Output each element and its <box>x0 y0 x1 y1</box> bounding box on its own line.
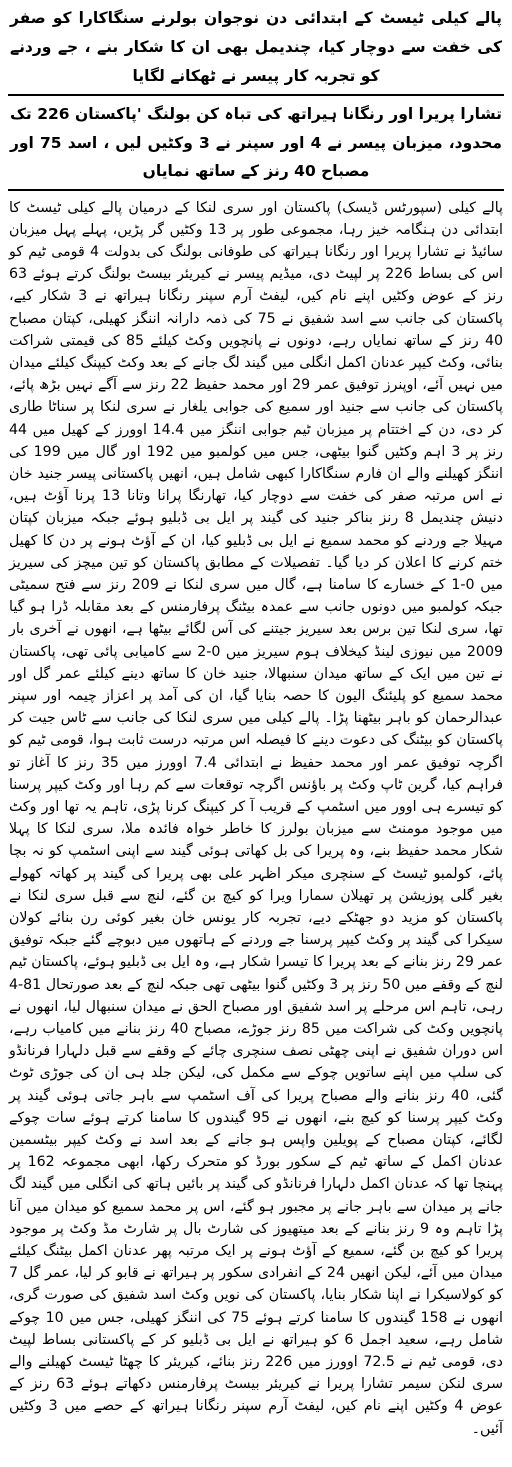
subheadline-divider <box>8 189 504 191</box>
article-body: پالے کیلی (سپورٹس ڈیسک) پاکستان اور سری لنکا کے درمیان پالے کیلی ٹیسٹ کا ابتدائی دن ہنگامہ خیز رہا، مجموعی طور پر 13 وکٹیں گر پڑیں، پہلے پہل میزبان سائیڈ نے تشارا پریرا اور رنگانا ہیراتھ کی طوفانی بولنگ کی بدولت 4 قومی ٹیم کو اس کی بساط 226 پر لپیٹ دی، میڈیم پیسر نے کیریئر بیسٹ بولنگ کرتے ہوئے 63 رنز کے عوض وکٹیں اپنے نام کیں، لیفٹ آرم سپنر رنگانا ہیراتھ نے 3 شکار کیے، پاکستان کی جانب سے اسد شفیق نے 75 کی ذمہ دارانہ اننگز کھیلی، کپتان مصباح 40 رنز کے ساتھ نمایاں رہے، دونوں نے پانچویں وکٹ کیلئے 85 کی قیمتی شراکت بنائی، وکٹ کیپر عدنان اکمل انگلی میں گیند لگ جانے کے بعد وکٹ کیپنگ کیلئے میدان میں نہیں آئے، اوپنرز توفیق عمر 29 اور محمد حفیظ 22 رنز سے آگے نہیں بڑھ پائے، پاکستان کی جانب سے جنید اور سمیع کی جوابی یلغار نے سری لنکا پر سناٹا طاری کر دی، دن کے اختتام پر میزبان ٹیم جوابی اننگز میں 14.4 اوورز کے کھیل میں 44 رنز پر 3 اہم وکٹیں گنوا بیٹھی، جس میں کولمبو میں 192 اور گال میں 199 کی اننگز کھیلنے والے ان فارم سنگاکارا کبھی شامل ہیں، انھیں پاکستانی پیسر جنید خان نے اس مرتبہ صفر کی خفت سے دوچار کیا، تھارنگا پرانا وتانا 13 پرنا آؤٹ ہیں، دنیش چندیمل 8 رنز بناکر جنید کی گیند پر ایل بی ڈبلیو ہوئے جبکہ میزبان کپتان مہیلا جے وردنے کو محمد سمیع نے ایل بی ڈبلیو کیا، ان کے آؤٹ ہونے پر دن کا کھیل ختم کرنے کا اعلان کر دیا گیا۔ تفصیلات کے مطابق پاکستان کو تین میچز کی سیریز میں 0-1 کے خسارے کا سامنا ہے، گال میں سری لنکا نے 209 رنز سے فتح سمیٹی جبکہ کولمبو میں دونوں جانب سے عمدہ بیٹنگ پرفارمنس کے بعد مقابلہ ڈرا ہو گیا تھا، سری لنکا تین برس بعد سیریز جیتنے کی آس لگائے بیٹھا ہے، انھوں نے آخری بار 2009 میں نیوزی لینڈ کیخلاف ہوم سیریز میں 0-2 سے کامیابی پائی تھی، پاکستان نے تین میں ایک کے ساتھ میدان سنبھالا، جنید خان کا ساتھ دینے کیلئے عمر گل اور محمد سمیع کو پلیئنگ الیون کا حصہ بنایا گیا، ان کی آمد پر اعزاز چیمہ اور سپنر عبدالرحمان کو باہر بیٹھنا پڑا۔ پالے کیلی میں سری لنکا کی جانب سے ٹاس جیت کر پاکستان کو بیٹنگ کی دعوت دینے کا فیصلہ اس مرتبہ درست ثابت ہوا، قومی ٹیم کو اگرچہ توفیق عمر اور محمد حفیظ نے ابتدائی 7.4 اوورز میں 35 رنز کا آغاز تو فراہم کیا، گرین ٹاپ وکٹ پر باؤنس اگرچہ توقعات سے کم رہا اور وکٹ کیپر پرسنا کو تیسرے ہی اوور میں اسٹمپ کے قریب آ کر کیپنگ کرنا پڑی، تاہم یہ تھا اور وکٹ میں موجود مومنٹ سے میزبان بولرز کا خاطر خواہ فائدہ ملا، سری لنکا کا پہلا شکار محمد حفیظ بنے، وہ پریرا کی بل کھاتی ہوئی گیند سے اپنی اسٹمپ کو نہ بچا پائے، کولمبو ٹیسٹ کے سنچری میکر اظہر علی بھی پریرا کی گیند پر کھاتہ کھولے بغیر گلی پوزیشن پر تھیلان سمارا ویرا کو کیچ بن گئے، لنچ سے قبل سری لنکا نے پاکستان کو مزید دو جھٹکے دیے، تجربہ کار یونس خان بغیر کوئی رن بنائے کولان سیکرا کی گیند پر وکٹ کیپر پرسنا جے وردنے کے ہاتھوں میں دبوچے گئے جبکہ توفیق عمر 29 رنز بنانے کے بعد پریرا کا تیسرا شکار ہے، وہ ایل بی ڈبلیو ہوئے، پاکستان ٹیم لنچ کے وقفے میں 50 رنز پر 3 وکٹیں گنوا بیٹھی تھی جبکہ لنچ کے بعد صورتحال 81-4 رہی، تاہم اس مرحلے پر اسد شفیق اور مصباح الحق نے میدان سنبھال لیا، انھوں نے پانچویں وکٹ کی شراکت میں 85 رنز جوڑے، مصباح 40 رنز بنانے میں کامیاب رہے، اس دوران شفیق نے اپنی چھٹی نصف سنچری چائے کے وقفے سے قبل دلہارا فرنانڈو کی سلپ میں اپنے ساتویں چوکے سے مکمل کی، لیکن جلد ہی ان کی جوڑی ٹوٹ گئی، 40 رنز بنانے والے مصباح پریرا کی آف اسٹمپ سے باہر جاتی ہوئی گیند پر وکٹ کیپر پرسنا کو کیچ بنے، انھوں نے 95 گیندوں کا سامنا کرتے ہوئے سات چوکے لگائے، کپتان مصباح کے پویلین واپس ہو جانے کے بعد اسد نے وکٹ کیپر بیٹسمین عدنان اکمل کے ساتھ ٹیم کے سکور بورڈ کو متحرک رکھا، ابھی مجموعہ 162 پر پہنچا تھا کہ عدنان اکمل دلہارا فرنانڈو کی گیند پر بائیں ہاتھ کی انگلی میں گیند لگ جانے پر میدان سے باہر جانے پر مجبور ہو گئے، اس پر محمد سمیع کو میدان میں آنا پڑا تاہم وہ 9 رنز بنانے کے بعد میتھیوز کی شارٹ بال پر شارٹ مڈ وکٹ پر موجود پریرا کو کیچ بن گئے، سمیع کے آؤٹ ہونے پر ایک مرتبہ پھر عدنان اکمل بیٹنگ کیلئے میدان میں آئے، لیکن انھیں 24 کے انفرادی سکور پر ہیراتھ نے قابو کر لیا، عمر گل 7 کو کولاسیکرا نے اپنا شکار بنایا، پاکستان کی نویں وکٹ اسد شفیق کی صورت گری، انھوں نے 158 گیندوں کا سامنا کرتے ہوئے 75 کی اننگز کھیلی، جس میں 10 چوکے شامل رہے، سعید اجمل 6 کو ہیراتھ نے ایل بی ڈبلیو کر کے پاکستانی بساط لپیٹ دی، قومی ٹیم نے 72.5 اوورز میں 226 رنز بنائے، کیریئر کا چھٹا ٹیسٹ کھیلنے والے سری لنکن سیمر تشارا پریرا نے کیریئر بیسٹ پرفارمنس دکھاتے ہوئے 63 رنز کے عوض 4 وکٹیں اپنے نام کیں، لیفٹ آرم سپنر رنگانا ہیراتھ کے حصے میں 3 وکٹیں آئیں۔ <box>9 199 504 1437</box>
subheadline: تشارا پریرا اور رنگانا ہیراتھ کی تباہ کن بولنگ 'پاکستان 226 تک محدود، میزبان پیسر نے 4 اور سپنر نے 3 وکٹیں لیں ، اسد 75 اور مصباح 40 رنز کے ساتھ نمایاں <box>10 105 502 180</box>
headline-divider <box>8 94 504 96</box>
headline: پالے کیلی ٹیسٹ کے ابتدائی دن نوجوان بولرنے سنگاکارا کو صفر کی خفت سے دوچار کیا، چندیمل بھی ان کا شکار بنے ، جے وردنے کو تجربہ کار پیسر نے ٹھکانے لگایا <box>10 9 502 85</box>
